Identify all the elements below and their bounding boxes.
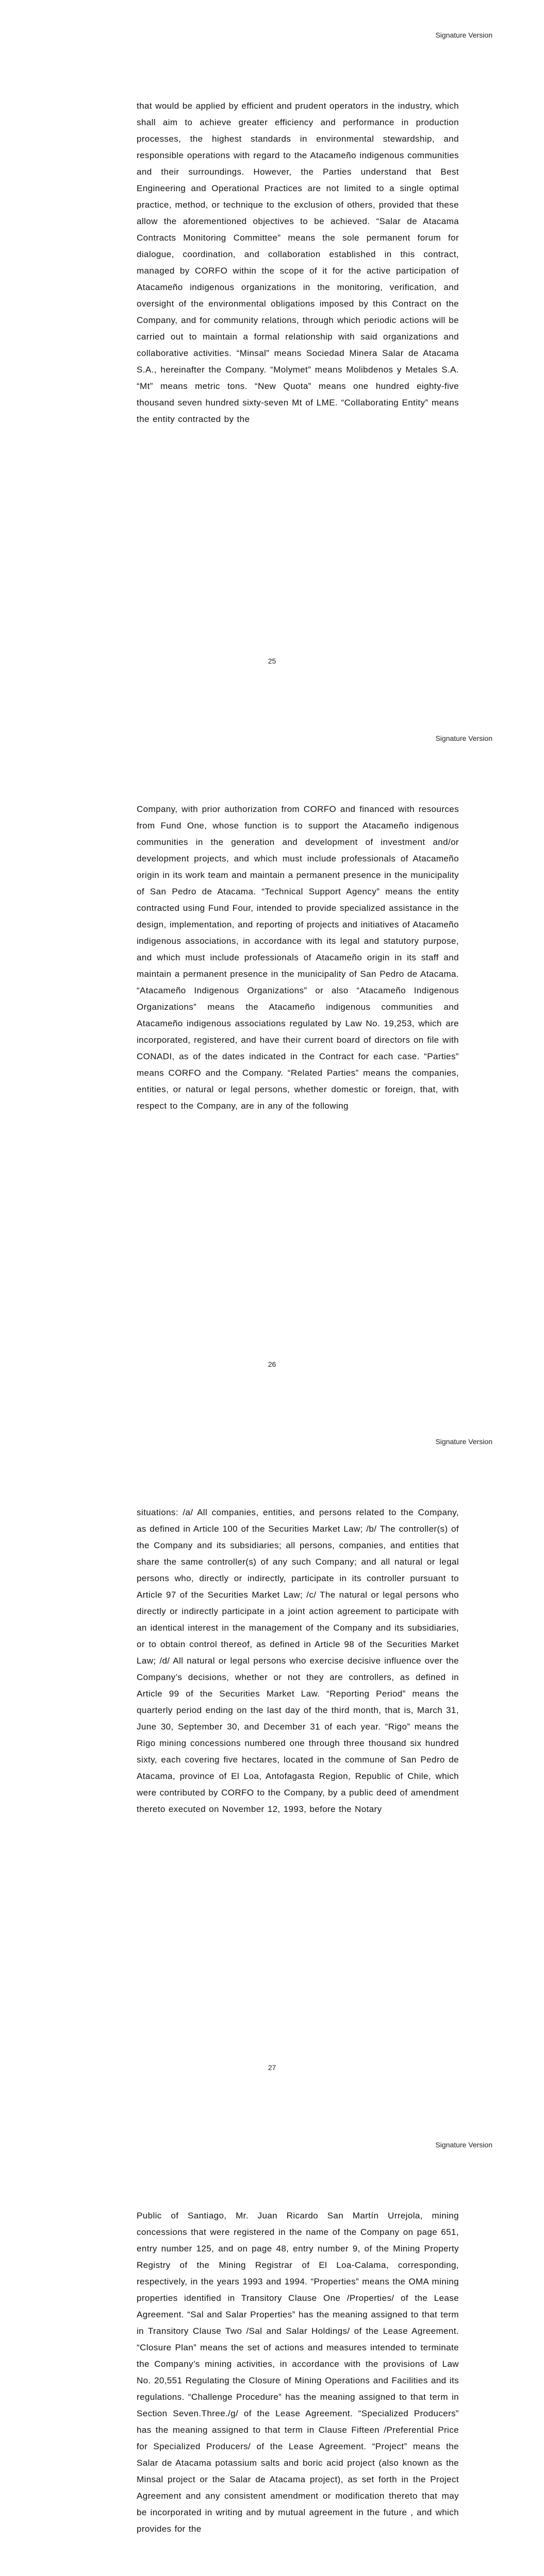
page-body-text: that would be applied by efficient and prudent operators in the industry, which shall aim to achieve greater efficiency and performance in production processes, the highest standards in environmental stewardship, and responsible operations with regard to the Atacameño indigenous communities and their surroundings. However, the Parties understand that Best Engineering and Operational Practices are not limited to a single optimal practice, method, or technique to the exclusion of others, provided that these allow the aforementioned objectives to be achieved. “Salar de Atacama Contracts Monitoring Committee” means the sole permanent forum for dialogue, coordination, and collaboration established in this contract, managed by CORFO within the scope of it for the active participation of Atacameño indigenous organizations in the monitoring, verification, and oversight of the environmental obligations imposed by this Contract on the Company, and for community relations, through which periodic actions will be carried out to maintain a formal relationship with said organizations and collaborative activities. “Minsal” means Sociedad Minera Salar de Atacama S.A., hereinafter the Company. “Molymet” means Molibdenos y Metales S.A. “Mt” means metric tons. “New Quota” means one hundred eighty-five thousand seven hundred sixty-seven Mt of LME. “Collaborating Entity” means the entity contracted by the (137, 101, 459, 424)
signature-version-header: Signature Version (435, 734, 492, 742)
page-number: 25 (268, 657, 276, 665)
signature-version-header: Signature Version (435, 1437, 492, 1446)
document-page (0, 2110, 544, 2576)
signature-version-header: Signature Version (435, 2141, 492, 2149)
page-body-text: Company, with prior authorization from CORFO and financed with resources from Fund One, whose function is to support the Atacameño indigenous communities in the generation and development of investment and/or development projects, and which must include professionals of Atacameño origin in its work team and maintain a permanent presence in the municipality of San Pedro de Atacama. “Technical Support Agency” means the entity contracted using Fund Four, intended to provide specialized assistance in the design, implementation, and reporting of projects and initiatives of Atacameño indigenous associations, in accordance with its legal and statutory purpose, and which must include professionals of Atacameño origin in its staff and maintain a permanent presence in the municipality of San Pedro de Atacama. “Atacameño Indigenous Organizations” or also “Atacameño Indigenous Organizations” means the Atacameño indigenous communities and Atacameño indigenous associations regulated by Law No. 19,253, which are incorporated, registered, and have their current board of directors on file with CONADI, as of the dates indicated in the Contract for each case. “Parties” means CORFO and the Company. “Related Parties” means the companies, entities, or natural or legal persons, whether domestic or foreign, that, with respect to the Company, are in any of the following (137, 804, 459, 1111)
document-page (0, 0, 544, 703)
page-number: 26 (268, 1360, 276, 1368)
document-page (0, 703, 544, 1406)
document-page (0, 1406, 544, 2110)
page-body-text: situations: /a/ All companies, entities, and persons related to the Company, as defined in Article 100 of the Securities Market Law; /b/ The controller(s) of the Company and its subsidiaries; all persons, companies, and entities that share the same controller(s) of any such Company; and all natural or legal persons who, directly or indirectly, participate in its controller pursuant to Article 97 of the Securities Market Law; /c/ The natural or legal persons who directly or indirectly participate in a joint action agreement to participate with an identical interest in the management of the Company and its subsidiaries, or to obtain control thereof, as defined in Article 98 of the Securities Market Law; /d/ All natural or legal persons who exercise decisive influence over the Company’s decisions, whether or not they are controllers, as defined in Article 99 of the Securities Market Law. “Reporting Period” means the quarterly period ending on the last day of the third month, that is, March 31, June 30, September 30, and December 31 of each year. “Rigo” means the Rigo mining concessions numbered one through three thousand six hundred sixty, each covering five hectares, located in the commune of San Pedro de Atacama, province of El Loa, Antofagasta Region, Republic of Chile, which were contributed by CORFO to the Company, by a public deed of amendment thereto executed on November 12, 1993, before the Notary (137, 1507, 459, 1814)
page-body-text: Public of Santiago, Mr. Juan Ricardo San Martín Urrejola, mining concessions that were registered in the name of the Company on page 651, entry number 125, and on page 48, entry number 9, of the Mining Property Registry of the Mining Registrar of El Loa-Calama, corresponding, respectively, in the years 1993 and 1994. “Properties” means the OMA mining properties identified in Transitory Clause One /Properties/ of the Lease Agreement. “Sal and Salar Properties” has the meaning assigned to that term in Transitory Clause Two /Sal and Salar Holdings/ of the Lease Agreement. “Closure Plan” means the set of actions and measures intended to terminate the Company’s mining activities, in accordance with the provisions of Law No. 20,551 Regulating the Closure of Mining Operations and Facilities and its regulations. “Challenge Procedure” has the meaning assigned to that term in Section Seven.Three./g/ of the Lease Agreement. “Specialized Producers” has the meaning assigned to that term in Clause Fifteen /Preferential Price for Specialized Producers/ of the Lease Agreement. “Project” means the Salar de Atacama potassium salts and boric acid project (also known as the Minsal project or the Salar de Atacama project), as set forth in the Project Agreement and any consistent amendment or modification thereto that may be incorporated in writing and by mutual agreement in the future , and which provides for the (137, 2211, 459, 2534)
page-number: 27 (268, 2063, 276, 2072)
signature-version-header: Signature Version (435, 31, 492, 39)
